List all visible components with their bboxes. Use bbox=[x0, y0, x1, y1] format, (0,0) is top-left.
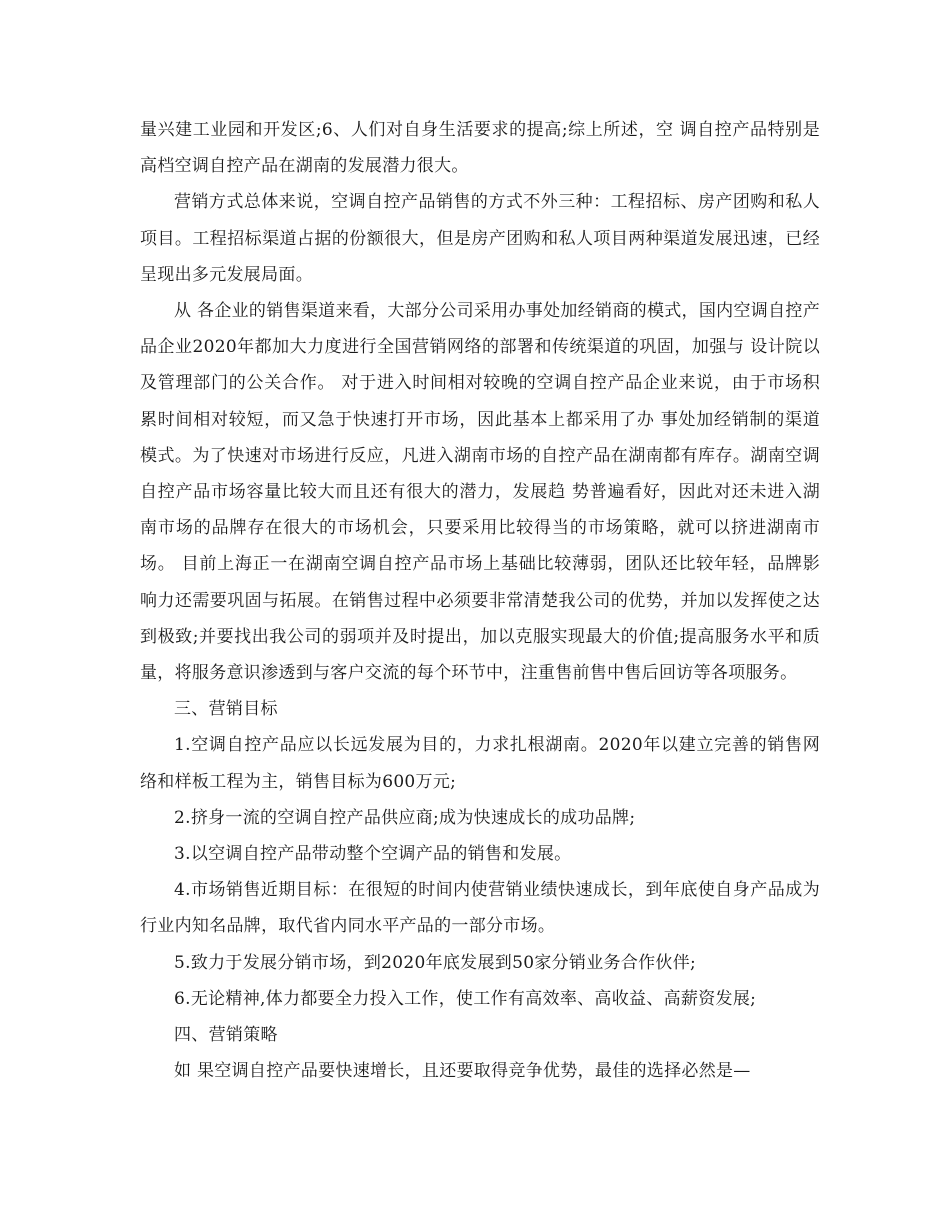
paragraph-2: 营销方式总体来说，空调自控产品销售的方式不外三种：工程招标、房产团购和私人项目。工程招标渠道占据的份额很大，但是房产团购和私人项目两种渠道发展迅速，已经呈现出多元发展局面。 bbox=[140, 192, 820, 285]
paragraph-strategy: 如 果空调自控产品要快速增长，且还要取得竞争优势，最佳的选择必然是— bbox=[174, 1061, 751, 1082]
paragraph-3: 从 各企业的销售渠道来看，大部分公司采用办事处加经销商的模式，国内空调自控产品企业2020年都加大力度进行全国营销网络的部署和传统渠道的巩固，加强与 设计院以及管理部门的公关合作。 对于进入时间相对较晚的空调自控产品企业来说，由于市场积累时间相对较短，而又急于快速打开市场，因此基本上都采用了办 事处加经销制的渠道模式。为了快速对市场进行反应，凡进入湖南市场的自控产品在湖南都有库存。湖南空调自控产品市场容量比较大而且还有很大的潜力，发展趋 势普遍看好，因此对还未进入湖南市场的品牌存在很大的市场机会，只要采用比较得当的市场策略，就可以挤进湖南市场。 目前上海正一在湖南空调自控产品市场上基础比较薄弱，团队还比较年轻，品牌影响力还需要巩固与拓展。在销售过程中必须要非常清楚我公司的优势，并加以发挥使之达到极致;并要找出我公司的弱项并及时提出，加以克服实现最大的价值;提高服务水平和质量，将服务意识渗透到与客户交流的每个环节中，注重售前售中售后回访等各项服务。 bbox=[140, 301, 820, 684]
goal-item-3: 3.以空调自控产品带动整个空调产品的销售和发展。 bbox=[174, 844, 572, 865]
goal-item-1: 1.空调自控产品应以长远发展为目的，力求扎根湖南。2020年以建立完善的销售网络和样板工程为主，销售目标为600万元; bbox=[140, 735, 820, 792]
paragraph-1: 量兴建工业园和开发区;6、人们对自身生活要求的提高;综上所述，空 调自控产品特别是高档空调自控产品在湖南的发展潜力很大。 bbox=[140, 120, 820, 177]
goal-item-5: 5.致力于发展分销市场，到2020年底发展到50家分销业务合作伙伴; bbox=[174, 952, 697, 973]
goal-item-2: 2.挤身一流的空调自控产品供应商;成为快速成长的成功品牌; bbox=[174, 807, 636, 828]
section-heading-marketing-goals: 三、营销目标 bbox=[174, 699, 278, 720]
goal-item-4: 4.市场销售近期目标：在很短的时间内使营销业绩快速成长，到年底使自身产品成为行业内知名品牌，取代省内同水平产品的一部分市场。 bbox=[140, 880, 820, 937]
section-heading-marketing-strategy: 四、营销策略 bbox=[174, 1025, 278, 1046]
document-body bbox=[140, 112, 820, 1089]
goal-item-6: 6.无论精神,体力都要全力投入工作，使工作有高效率、高收益、高薪资发展; bbox=[174, 988, 757, 1009]
